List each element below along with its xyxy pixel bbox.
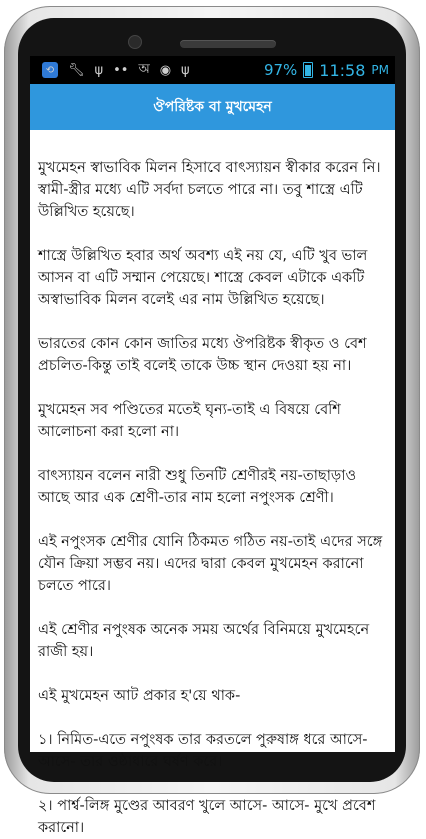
paragraph-3: ভারতের কোন কোন জাতির মধ্যে ঔপরিষ্টক স্বীকৃত ও বেশ প্রচলিত-কিন্তু তাই বলেই তাকে উচ্চ স্থান দেওয়া হয় না। <box>38 336 367 374</box>
paragraph-9: ১। নিমিত-এতে নপুংষক তার করতলে পুরুষাঙ্গ ধরে আসে- আসে- তার ওষ্ঠাধারে ঘর্ষণ করে। <box>38 732 368 770</box>
paragraph-1: মুখমেহন স্বাভাবিক মিলন হিসাবে বাৎস্যায়ন স্বীকার করেন নি। স্বামী-স্ত্রীর মধ্যে এটি সর্বদা চলতে পারে না। তবু শাস্ত্রে এটি উল্লিখিত হয়েছে। <box>38 160 381 220</box>
paragraph-8: এই মুখমেহন আট প্রকার হ'য়ে থাক- <box>38 688 241 704</box>
action-bar <box>30 84 395 130</box>
status-bar <box>30 56 395 84</box>
paragraph-6: এই নপুংসক শ্রেণীর যোনি ঠিকমত গঠিত নয়-তাই এদের সঙ্গে যৌন ক্রিয়া সম্ভব নয়। এদের দ্বারা কেবল মুখমেহন করানো চলতে পারে। <box>38 534 383 594</box>
earpiece-speaker <box>180 40 276 48</box>
page-title: ঔপরিষ্টক বা মুখমেহন <box>153 99 272 115</box>
article-content[interactable] <box>30 130 395 836</box>
text-icon: অ <box>138 61 150 77</box>
paragraph-10: ২। পার্শ্ব-লিঙ্গ মুণ্ডের আবরণ খুলে আসে- আসে- মুখে প্রবেশ করানো। <box>38 798 376 836</box>
usb-icon: ψ <box>181 62 190 78</box>
battery-percent: 97% <box>263 61 298 79</box>
paragraph-5: বাৎস্যায়ন বলেন নারী শুধু তিনটি শ্রেণীরই নয়-তাছাড়াও আছে আর এক শ্রেণী-তার নাম হলো নপুংসক শ্রেণী। <box>38 468 357 506</box>
app-icon: ⟲ <box>42 62 58 78</box>
notification-icons <box>30 60 190 81</box>
dots-icon: •• <box>113 62 129 78</box>
clock-ampm: PM <box>371 63 389 77</box>
battery-icon <box>303 62 313 78</box>
paragraph-4: মুখমেহন সব পণ্ডিতের মতেই ঘৃন্য-তাই এ বিষয়ে বেশি আলোচনা করা হলো না। <box>38 402 341 440</box>
wrench-icon: 🔧︎ <box>68 62 85 78</box>
front-camera <box>128 35 142 49</box>
usb-icon: ψ <box>94 62 104 78</box>
paragraph-7: এই শ্রেণীর নপুংষক অনেক সময় অর্থের বিনিময়ে মুখমেহনে রাজী হয়। <box>38 622 370 660</box>
status-right <box>264 61 395 80</box>
device-screen <box>30 56 395 836</box>
android-icon: ◉ <box>159 62 172 78</box>
clock-time: 11:58 <box>319 60 366 80</box>
paragraph-2: শাস্ত্রে উল্লিখিত হবার অর্থ অবশ্য এই নয় যে, এটি খুব ভাল আসন বা এটি সম্মান পেয়েছে। শাস্ত্রে কেবল এটাকে একটি অস্বাভাবিক মিলন বলেই এর নাম উল্লিখিত হয়েছে। <box>38 248 368 308</box>
